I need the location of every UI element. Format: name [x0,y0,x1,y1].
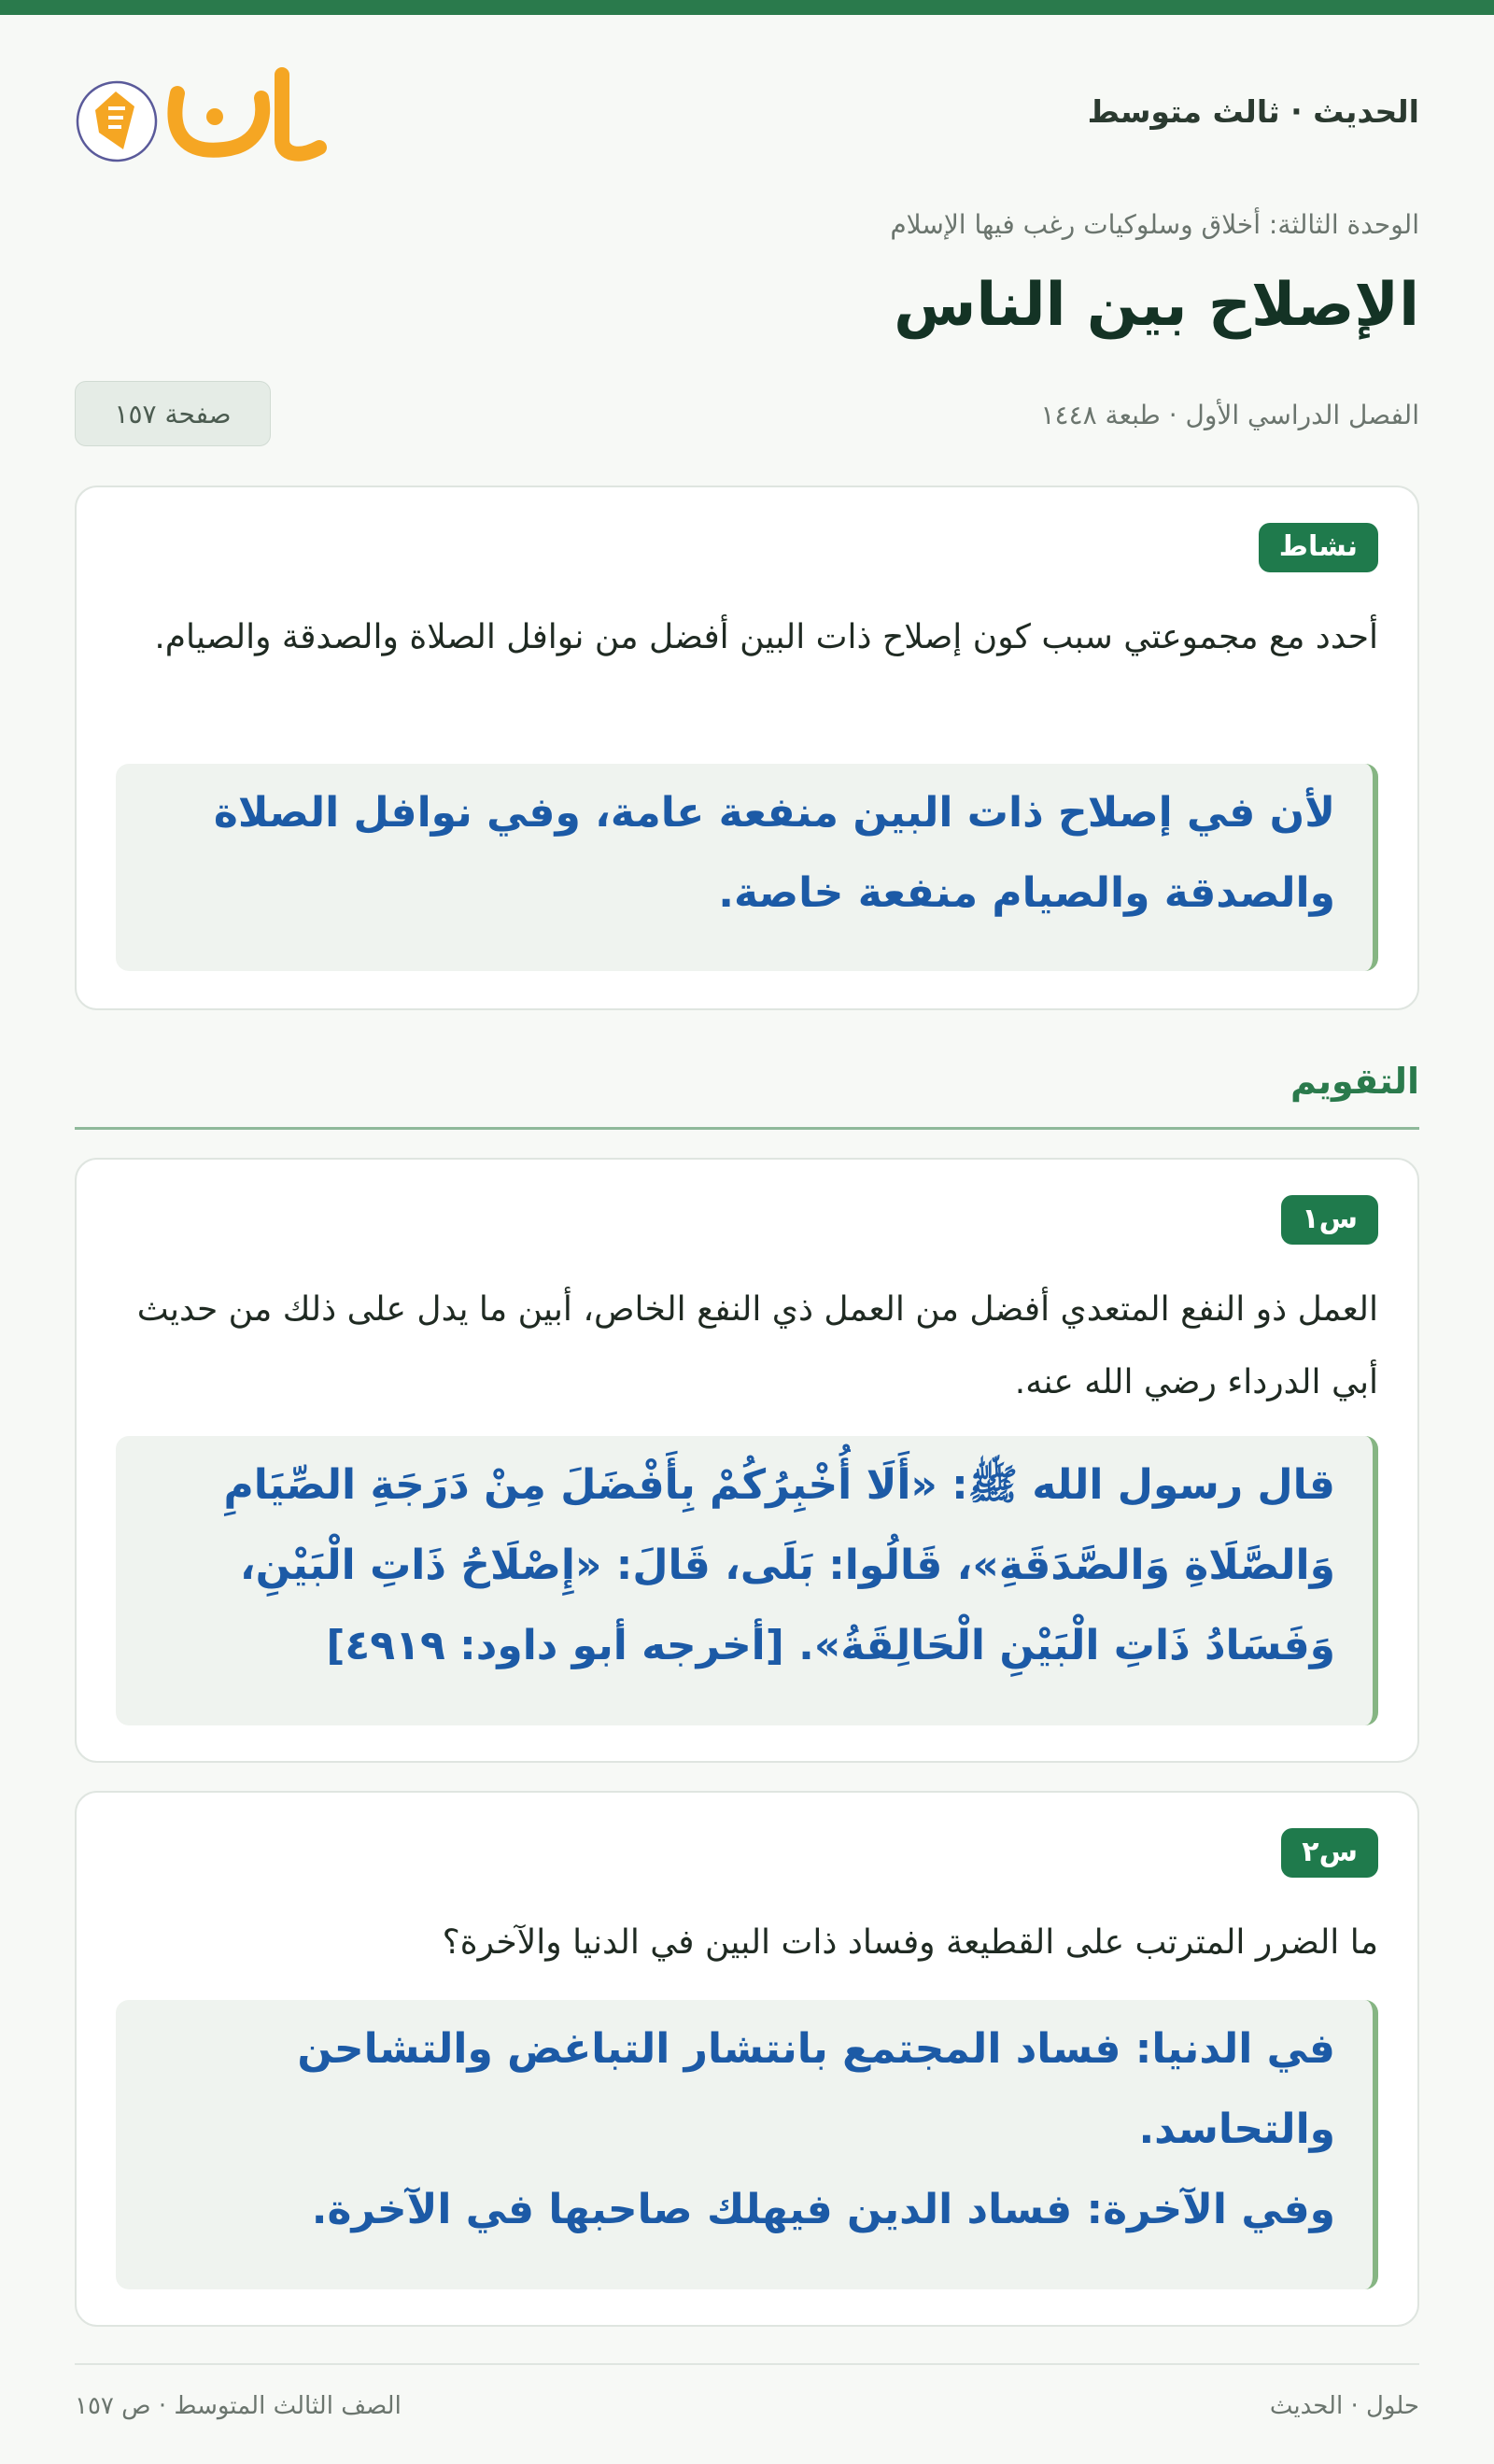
activity-tag: نشاط [1259,523,1378,572]
question-tag-2: س٢ [1281,1828,1378,1878]
page-badge: صفحة ١٥٧ [75,381,271,446]
activity-question: أحدد مع مجموعتي سبب كون إصلاح ذات البين أفضل من نوافل الصلاة والصدقة والصيام. [154,618,1378,656]
question-text-2: ما الضرر المترتب على القطيعة وفساد ذات البين في الدنيا والآخرة؟ [442,1923,1378,1962]
top-accent-bar [0,0,1494,15]
answer-box-2 [116,2000,1378,2289]
question-card-2 [75,1791,1419,2327]
answer-text-1: قال رسول الله ﷺ: «أَلَا أُخْبِرُكُمْ بِأَفْضَلَ مِنْ دَرَجَةِ الصِّيَامِ وَالصَّلَاةِ وَالصَّدَقَةِ»، قَالُوا: بَلَى، قَالَ: «إِصْلَاحُ ذَاتِ الْبَيْنِ، وَفَسَادُ ذَاتِ الْبَيْنِ الْحَالِقَةُ». [أخرجه أبو داود: ٤٩١٩] [116,1436,1378,1725]
hulul-logo[interactable] [75,65,336,168]
page-header [75,65,1419,168]
footer-divider [75,2363,1419,2365]
answer-line-dunya: في الدنيا: فساد المجتمع بانتشار التباغض والتشاحن والتحاسد. [297,2025,1335,2153]
question-tag-1: س١ [1281,1195,1378,1245]
activity-answer: لأن في إصلاح ذات البين منفعة عامة، وفي نوافل الصلاة والصدقة والصيام منفعة خاصة. [116,764,1378,971]
activity-card [75,486,1419,1010]
edition-meta: الفصل الدراسي الأول · طبعة ١٤٤٨ [1040,400,1419,430]
question-card-1 [75,1158,1419,1763]
section-heading-evaluation: التقويم [1290,1061,1419,1102]
footer-page: الصف الثالث المتوسط · ص ١٥٧ [75,2392,402,2420]
section-divider [75,1127,1419,1130]
footer-site: حلول · الحديث [1269,2392,1419,2420]
subject-label: الحديث · ثالث متوسط [1087,93,1419,130]
unit-label: الوحدة الثالثة: أخلاق وسلوكيات رغب فيها الإسلام [890,209,1419,240]
question-text-1: العمل ذو النفع المتعدي أفضل من العمل ذي النفع الخاص، أبين ما يدل على ذلك من حديث أبي الدرداء رضي الله عنه. [136,1290,1378,1401]
lesson-title: الإصلاح بين الناس [894,271,1419,340]
answer-line-akhira: وفي الآخرة: فساد الدين فيهلك صاحبها في الآخرة. [311,2186,1335,2233]
